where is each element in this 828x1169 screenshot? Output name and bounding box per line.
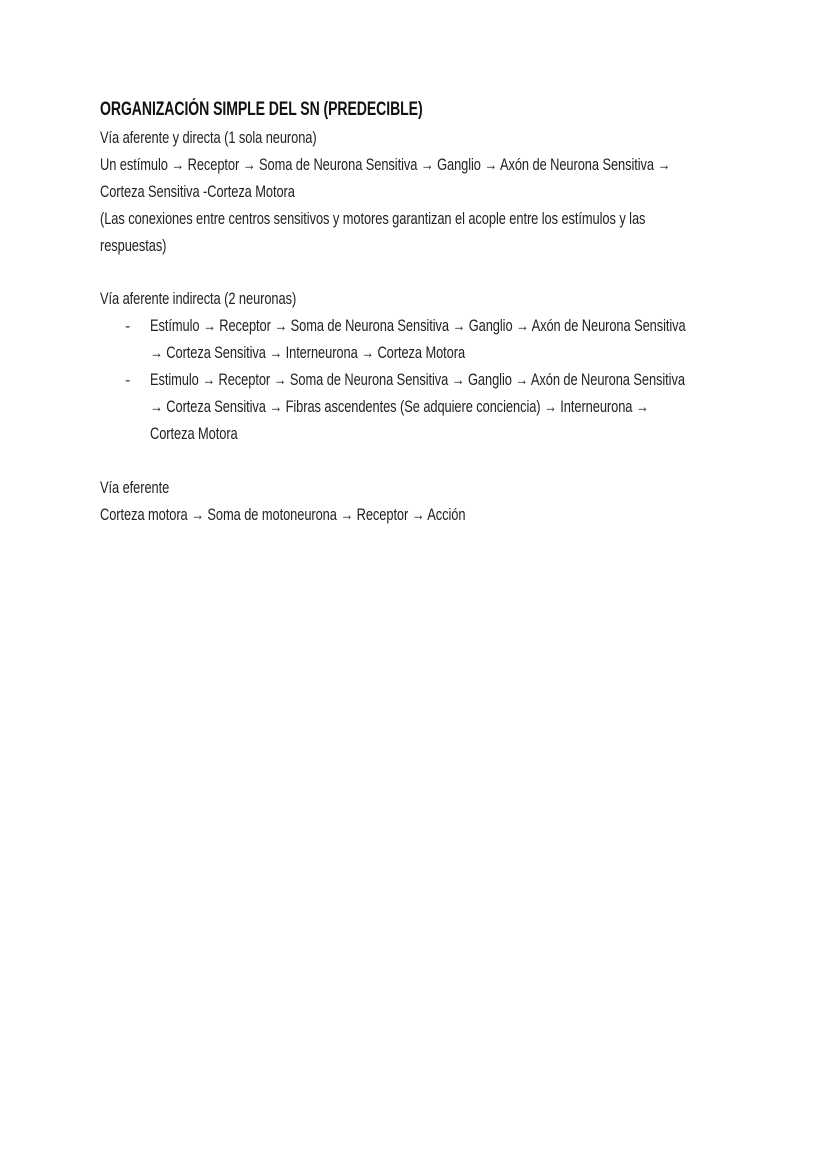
afferent-indirect-bullet-2-line-3: Corteza Motora [150,425,238,443]
efferent-heading: Vía eferente [100,479,170,497]
afferent-direct-note-line-1: (Las conexiones entre centros sensitivos y motores garantizan el acople entre los estímulos y las [100,210,646,228]
efferent-line-1: Corteza motora → Soma de motoneurona → Receptor → Acción [100,506,466,524]
document-title: ORGANIZACIÓN SIMPLE DEL SN (PREDECIBLE) [100,99,423,120]
afferent-direct-line-1: Un estímulo → Receptor → Soma de Neurona Sensitiva → Ganglio → Axón de Neurona Sensitiva → [100,156,671,174]
afferent-direct-heading: Vía aferente y directa (1 sola neurona) [100,129,317,147]
afferent-indirect-bullet-1-line-1: Estímulo → Receptor → Soma de Neurona Sensitiva → Ganglio → Axón de Neurona Sensitiva [150,317,686,335]
bullet-marker: - [125,318,131,335]
afferent-indirect-bullet-2-line-2: → Corteza Sensitiva → Fibras ascendentes (Se adquiere conciencia) → Interneurona → [150,398,649,416]
bullet-marker: - [125,372,131,389]
afferent-indirect-bullet-2-line-1: Estimulo → Receptor → Soma de Neurona Sensitiva → Ganglio → Axón de Neurona Sensitiva [150,371,685,389]
afferent-indirect-heading: Vía aferente indirecta (2 neuronas) [100,290,297,308]
afferent-indirect-bullet-1-line-2: → Corteza Sensitiva → Interneurona → Corteza Motora [150,344,466,362]
afferent-direct-line-2: Corteza Sensitiva -Corteza Motora [100,183,295,201]
afferent-direct-note-line-2: respuestas) [100,237,167,255]
